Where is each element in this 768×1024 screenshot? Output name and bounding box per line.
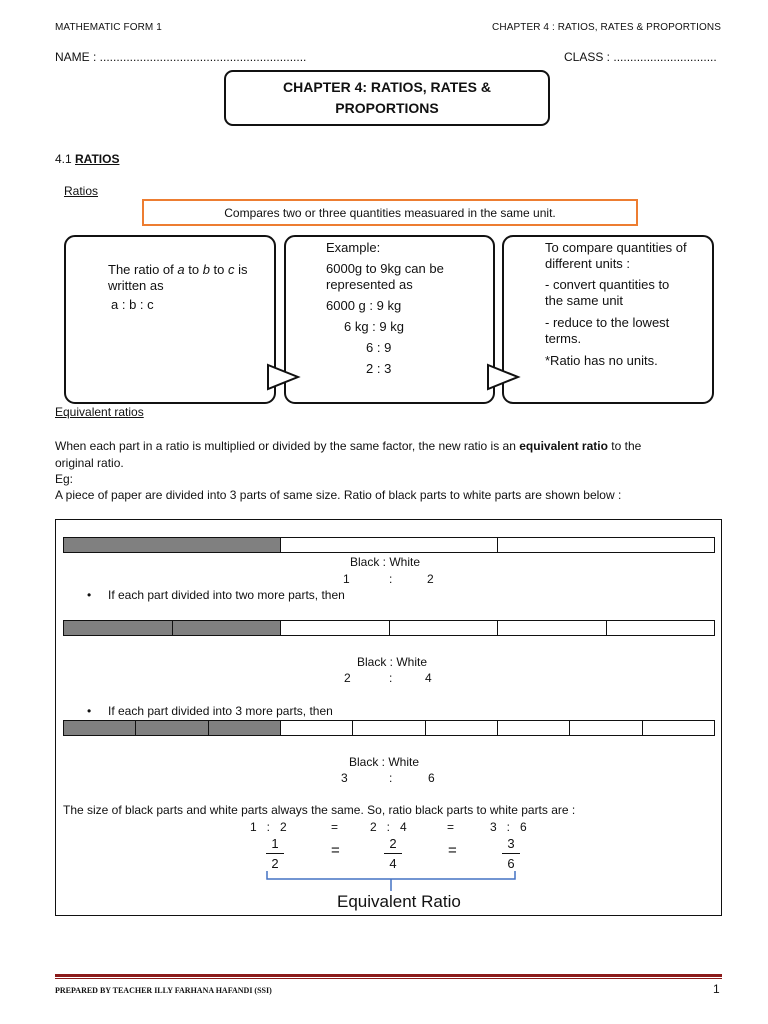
header-right: CHAPTER 4 : RATIOS, RATES & PROPORTIONS: [492, 22, 721, 33]
section-title: RATIOS: [75, 152, 120, 166]
example-l5: 6 kg : 9 kg: [344, 319, 404, 334]
units-l5: - reduce to the lowest: [545, 315, 670, 330]
paper-part-white: [498, 621, 607, 635]
paper-part-white: [281, 721, 353, 735]
units-l3: - convert quantities to: [545, 277, 670, 292]
fraction-denominator: 4: [389, 856, 397, 871]
units-l1: To compare quantities of: [545, 240, 687, 255]
ratio-2-colon: :: [389, 671, 393, 685]
paper-part-black: [173, 621, 282, 635]
section-heading: [55, 152, 119, 166]
bullet-icon: •: [87, 704, 92, 718]
bullet-icon: •: [87, 588, 92, 602]
bullet-two-parts: If each part divided into two more parts, then: [108, 588, 345, 602]
ratio-1-colon: :: [389, 572, 393, 586]
units-card: [502, 235, 714, 404]
fraction-equals-1: =: [331, 842, 340, 859]
footer-rule-thin: [55, 978, 722, 979]
eg-label: Eg:: [55, 472, 74, 486]
chapter-title-box: [224, 70, 550, 126]
ratio-equals-1: =: [331, 820, 339, 834]
chapter-title-line1: CHAPTER 4: RATIOS, RATES &: [283, 79, 491, 95]
ratio-3-6: 3 : 6: [490, 820, 527, 834]
example-l4: 6000 g : 9 kg: [326, 298, 402, 313]
curly-bracket-icon: [264, 870, 520, 892]
footer-prepared-by: PREPARED BY TEACHER ILLY FARHANA HAFANDI (SSI): [55, 986, 272, 995]
paper-bar-ninths: [63, 720, 715, 736]
example-l1: Example:: [326, 240, 381, 255]
paper-part-white: [390, 621, 499, 635]
ratio-1-2: 1 : 2: [250, 820, 287, 834]
page-number: 1: [713, 982, 720, 996]
paper-part-white: [281, 538, 498, 552]
name-field: NAME : ..............................................................: [55, 50, 307, 64]
paper-part-white: [607, 621, 715, 635]
fraction-equals-2: =: [448, 842, 457, 859]
label-black-white-1: Black : White: [350, 555, 421, 569]
notation-line2: written as: [108, 278, 164, 293]
definition-text: Compares two or three quantities measuared in the same unit.: [224, 205, 556, 220]
fraction-1-2: [266, 836, 284, 871]
header-left: MATHEMATIC FORM 1: [55, 22, 162, 33]
footer-rule: [55, 974, 722, 977]
notation-line3: a : b : c: [111, 297, 154, 312]
ratio-2-4: 2 : 4: [370, 820, 407, 834]
notation-line1: The ratio of a to b to c is: [108, 262, 248, 277]
fraction-numerator: 2: [389, 836, 397, 851]
paper-part-white: [570, 721, 642, 735]
example-l3: represented as: [326, 277, 413, 292]
paper-part-white: [498, 721, 570, 735]
paper-part-black: [136, 721, 208, 735]
ratios-subheading: Ratios: [64, 184, 99, 198]
paper-part-black: [64, 621, 173, 635]
ratio-2-white: 4: [425, 671, 432, 685]
units-l2: different units :: [545, 256, 631, 271]
ratio-notation-card: [64, 235, 276, 404]
paper-part-white: [498, 538, 714, 552]
paper-part-black: [64, 721, 136, 735]
chapter-title-line2: PROPORTIONS: [335, 100, 439, 116]
units-l7: *Ratio has no units.: [545, 353, 658, 368]
example-l7: 2 : 3: [366, 361, 392, 376]
equivalent-paragraph: When each part in a ratio is multiplied or divided by the same factor, the new ratio is an equivalent ratio to the: [55, 439, 642, 453]
summary-sentence: The size of black parts and white parts always the same. So, ratio black parts to white parts are :: [63, 803, 576, 817]
fraction-numerator: 3: [507, 836, 515, 851]
bullet-three-parts: If each part divided into 3 more parts, then: [108, 704, 333, 718]
ratio-1-black: 1: [343, 572, 350, 586]
equivalent-ratio-label: Equivalent Ratio: [337, 892, 461, 911]
paper-part-black: [64, 538, 281, 552]
example-sentence: A piece of paper are divided into 3 parts of same size. Ratio of black parts to white parts are shown below :: [55, 488, 622, 502]
fraction-3-6: [502, 836, 520, 871]
paper-part-white: [281, 621, 390, 635]
example-l6: 6 : 9: [366, 340, 392, 355]
ratio-2-black: 2: [344, 671, 351, 685]
fraction-denominator: 6: [507, 856, 515, 871]
equivalent-paragraph-line2: original ratio.: [55, 456, 124, 470]
paper-part-white: [353, 721, 425, 735]
fraction-2-4: [384, 836, 402, 871]
label-black-white-2: Black : White: [357, 655, 428, 669]
arrow-right-icon: [262, 362, 304, 392]
units-l6: terms.: [545, 331, 582, 346]
ratio-equals-2: =: [447, 820, 455, 834]
paper-part-black: [209, 721, 281, 735]
example-l2: 6000g to 9kg can be: [326, 261, 444, 276]
ratio-3-black: 3: [341, 771, 348, 785]
paper-part-white: [643, 721, 714, 735]
definition-box: [142, 199, 638, 226]
equivalent-heading: Equivalent ratios: [55, 405, 144, 419]
example-card: [284, 235, 495, 404]
paper-bar-sixths: [63, 620, 715, 636]
paper-part-white: [426, 721, 498, 735]
section-number: 4.1: [55, 152, 76, 166]
fraction-denominator: 2: [271, 856, 279, 871]
class-field: CLASS : ...............................: [564, 50, 717, 64]
paper-bar-thirds: [63, 537, 715, 553]
ratio-3-colon: :: [389, 771, 393, 785]
fraction-numerator: 1: [271, 836, 279, 851]
units-l4: the same unit: [545, 293, 624, 308]
arrow-right-icon: [482, 362, 524, 392]
ratio-3-white: 6: [428, 771, 435, 785]
label-black-white-3: Black : White: [349, 755, 420, 769]
ratio-1-white: 2: [427, 572, 434, 586]
